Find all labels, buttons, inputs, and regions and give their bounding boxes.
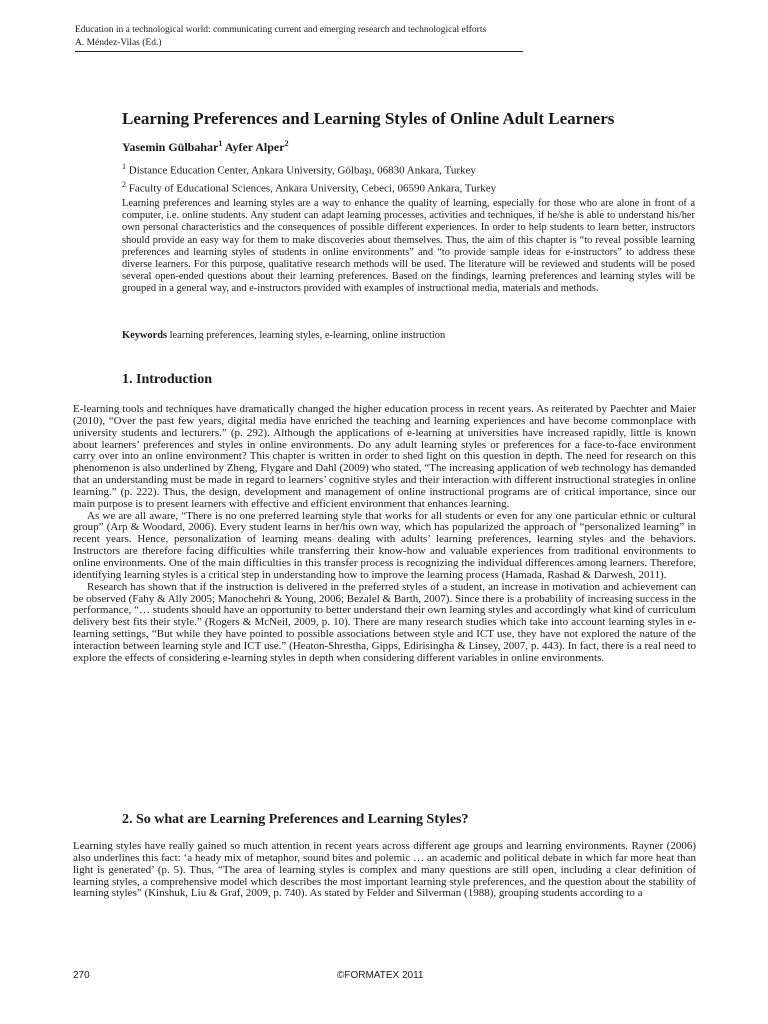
paragraph: Research has shown that if the instruction is delivered in the preferred styles of a student, an increase in motivation and achievement can be observed (Fahy & Ally 2005; Manochehri & Young, 2006; Bezalel & Barth, 2007). Since there is a probability of increasing success in the performance, “… students should have an opportunity to better understand their own learning styles and accordingly what kind of curriculum delivery best fits their style.” (Rogers & McNeil, 2009, p. 10). There are many research studies which take into account learning styles in e-learning settings, “But while they have pointed to possible associations between style and ICT use, they have not explored the nature of the interaction between learning style and ICT use.” (Heaton-Shrestha, Gipps, Edirisingha & Linsey, 2007, p. 443). In fact, there is a real need to explore the effects of considering e-learning styles in depth when considering different variables in online environments. [73,580,696,664]
author-affiliation-mark: 2 [284,139,289,148]
affiliation-mark: 1 [122,162,126,171]
affiliations [122,160,496,195]
section-heading-learning-styles: 2. So what are Learning Preferences and Learning Styles? [122,812,469,827]
keywords [122,330,445,341]
affiliation-line [122,160,496,178]
copyright-notice: ©FORMATEX 2011 [337,970,424,981]
running-head-editor: A. Méndez-Vilas (Ed.) [75,38,162,48]
affiliation-mark: 2 [122,179,126,189]
author-name: Ayfer Alper [222,140,285,154]
page-number: 270 [73,970,90,981]
running-head [75,24,523,52]
paragraph: As we are all aware, “There is no one preferred learning style that works for all students or even for any one particular ethnic or cultural group” (Arp & Woodard, 2006). Every student learns in her/his own way, which has popularized the approach of “personalized learning” in recent years. Hence, personalization of learning means dealing with adults’ learning preferences, learning styles and the behaviors. Instructors are therefore facing difficulties while transferring their know-how and valuable experiences from traditional environments to online environments. One of the main difficulties in this transfer process is recognizing the individual differences among learners. Therefore, identifying learning styles is a critical step in understanding how to improve the learning process (Hamada, Rashad & Darwesh, 2011). [73,509,696,581]
abstract: Learning preferences and learning styles are a way to enhance the quality of learning, especially for those who are alone in front of a computer, i.e. online students. Any student can adapt learning processes, activities and techniques, if he/she is able to understand his/her own personal characteristics and the consequences of possible different experiences. In order to help students to learn better, instructors should provide an easy way for them to make discoveries about themselves. Thus, the aim of this chapter is “to reveal possible learning preferences and learning styles of students in online environments” and “to provide sample ideas for e-instructors” to address these diverse learners. For this purpose, qualitative research methods will be used. The literature will be reviewed and students will be posed several open-ended questions about their learning preferences. Based on the findings, learning preferences and learning styles will be grouped in a general way, and e-instructors provided with examples of instructional media, materials and methods. [122,198,695,295]
section-heading-introduction: 1. Introduction [122,372,212,387]
paper-title: Learning Preferences and Learning Styles of Online Adult Learners [122,109,615,128]
affiliation-text: Distance Education Center, Ankara University, Gölbaşı, 06830 Ankara, Turkey [126,164,476,177]
keywords-text: learning preferences, learning styles, e-learning, online instruction [167,330,446,341]
learning-styles-body [73,841,696,900]
introduction-body [73,404,696,665]
running-head-book-title: Education in a technological world: communicating current and emerging research and technological efforts [75,25,487,35]
author-list [122,139,289,155]
paragraph: E-learning tools and techniques have dramatically changed the higher education process in recent years. As reiterated by Paechter and Maier (2010), “Over the past few years, digital media have enriched the teaching and learning experiences and have become commonplace with university students and lecturers.” (p. 292). Although the applications of e-learning at universities have increased rapidly, little is known about learners’ preferences and styles in online environments. Do any adult learning styles or preferences for a face-to-face environment carry over into an online environment? This chapter is written in order to shed light on this question in depth. The need for research on this phenomenon is also underlined by Zheng, Flygare and Dahl (2009) who stated, “The increasing application of web technology has demanded that an understanding must be made in regard to learners’ cognitive styles and their interaction with different instructional strategies in online learning.” (p. 222). Thus, the design, development and management of online instructional programs are of critical importance, since our main purpose is to present learners with effective and efficient environment that enhances learning. [73,403,696,510]
author-name: Yasemin Gülbahar [122,140,219,154]
affiliation-text: Faculty of Educational Sciences, Ankara University, Cebeci, 06590 Ankara, Turkey [126,182,497,195]
affiliation-line [122,178,496,196]
author-affiliation-mark: 1 [218,139,223,148]
keywords-label: Keywords [122,330,168,341]
paragraph: Learning styles have really gained so much attention in recent years across different age groups and learning environments. Rayner (2006) also underlines this fact: ‘a heady mix of metaphor, sound bites and polemic … an academic and political debate in which far more heat than light is generated’ (p. 5). Thus, “The area of learning styles is complex and many questions are still open, including a clear definition of learning styles, a comprehensive model which describes the most important learning style preferences, and the question about the stability of learning styles” (Kinshuk, Liu & Graf, 2009, p. 740). As stated by Felder and Silverman (1988), grouping students according to a [73,840,696,900]
